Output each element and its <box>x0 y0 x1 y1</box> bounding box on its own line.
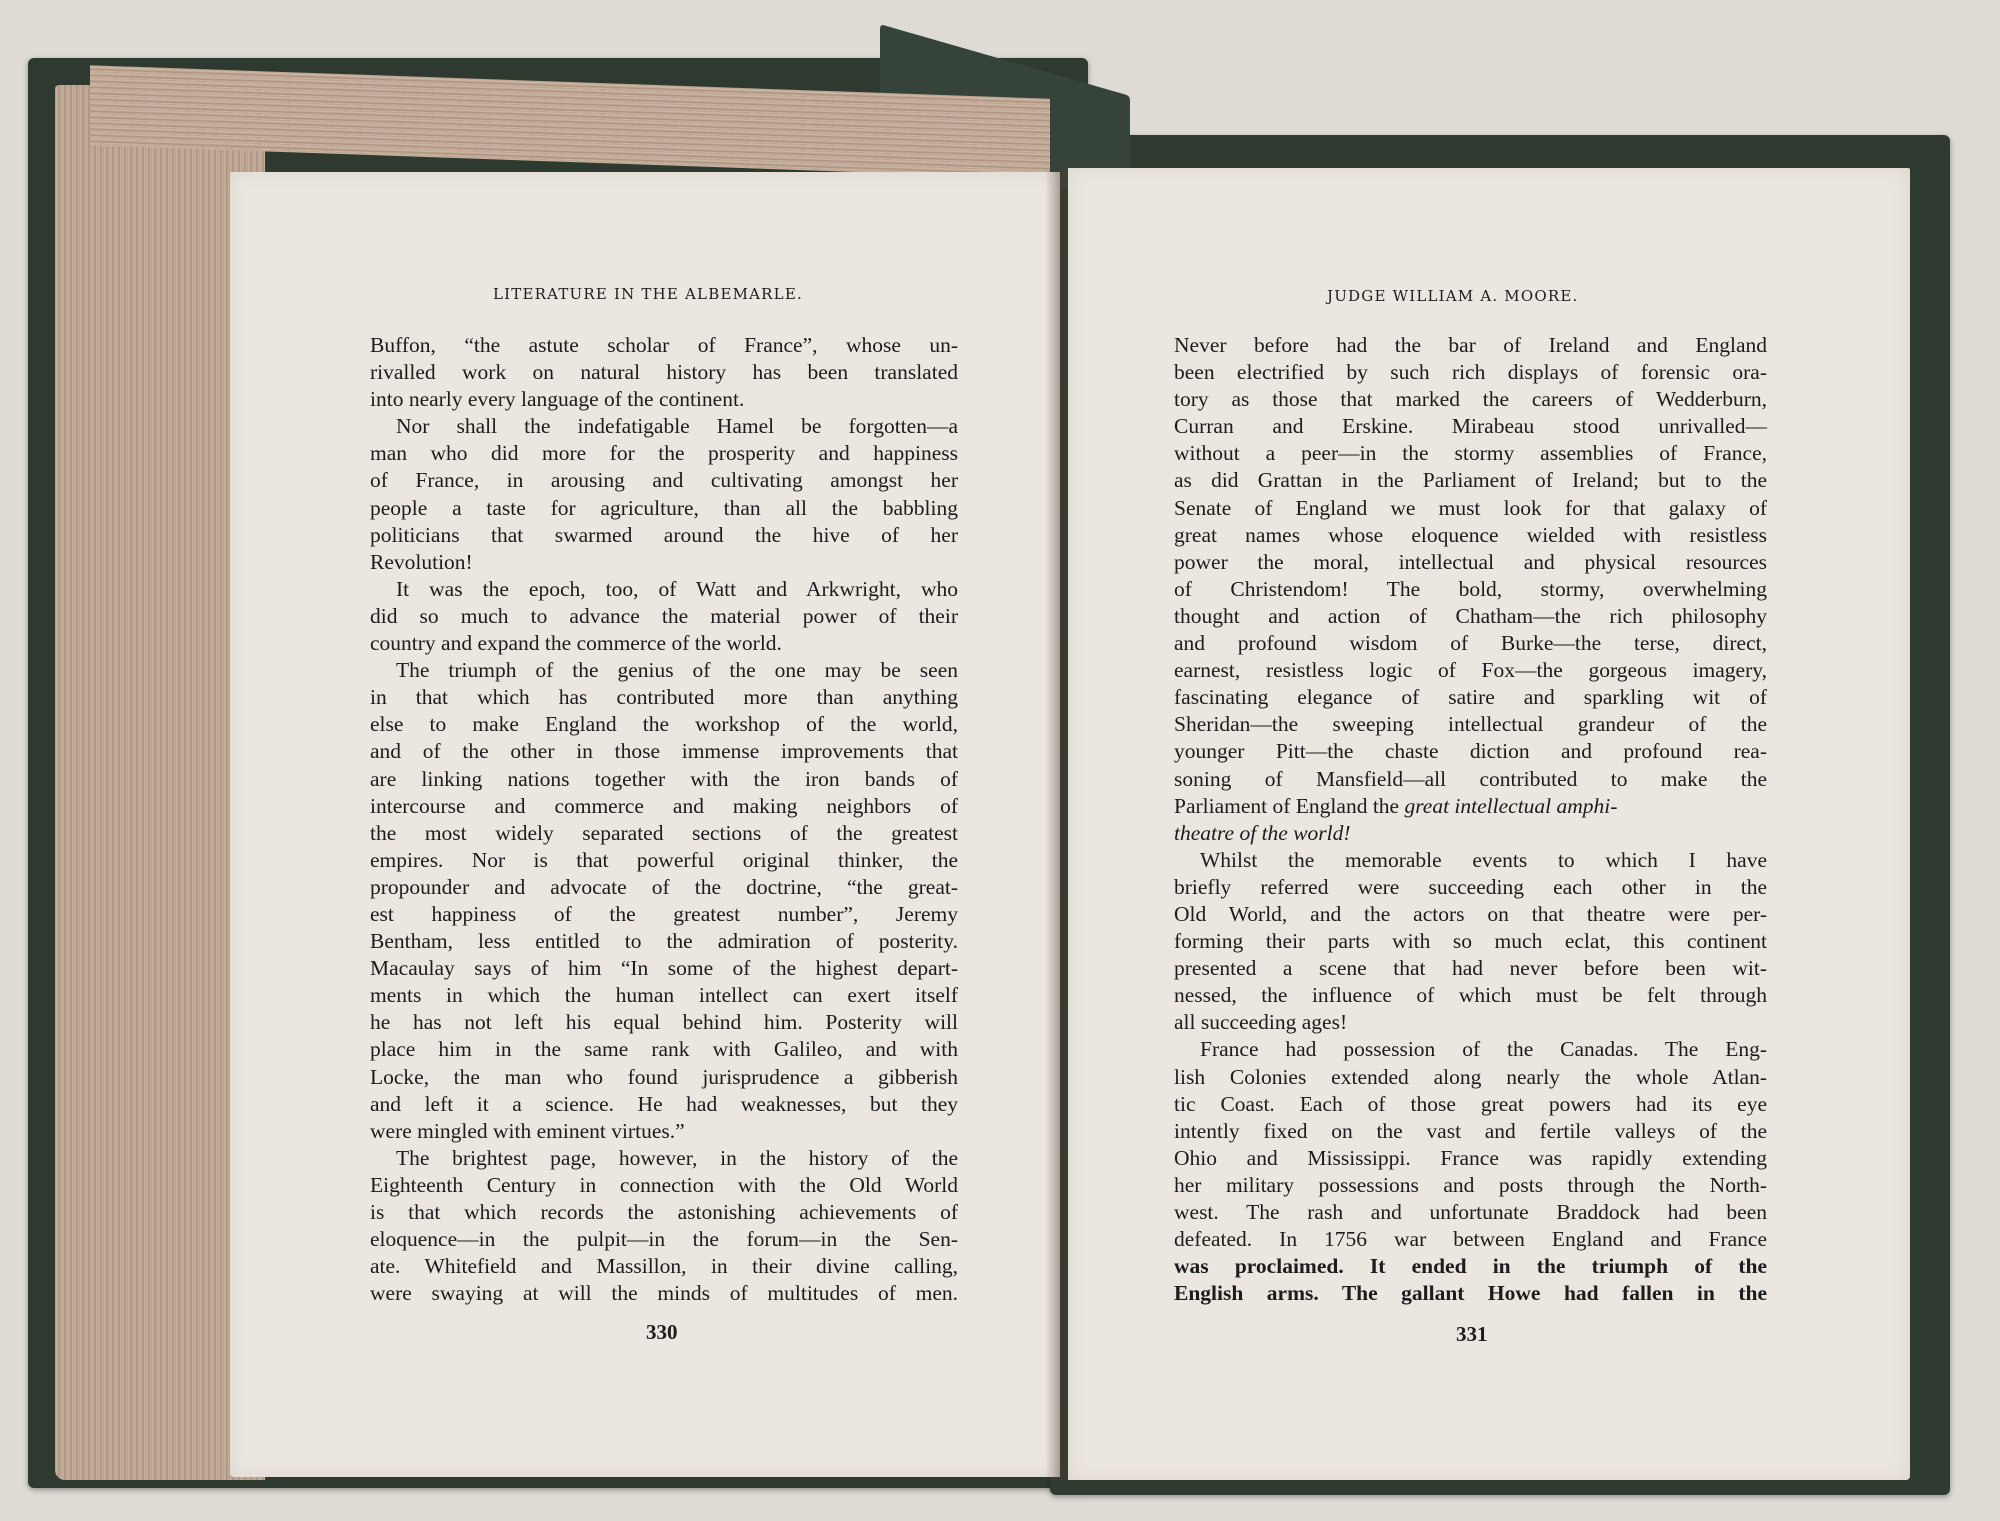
text-line: It was the epoch, too, of Watt and Arkwright, who <box>396 576 958 601</box>
left-page-number: 330 <box>646 1320 678 1344</box>
text-line: fascinating elegance of satire and sparkling wit of <box>1174 685 1767 710</box>
text-line: presented a scene that had never before been wit- <box>1174 956 1767 981</box>
text-line: intercourse and commerce and making neighbors of <box>370 793 958 818</box>
text-line: Senate of England we must look for that galaxy of <box>1174 495 1767 520</box>
text-line: of France, in arousing and cultivating amongst her <box>370 468 958 493</box>
text-line-lead: Parliament of England the <box>1174 793 1405 818</box>
text-line: Ohio and Mississippi. France was rapidly extending <box>1174 1145 1767 1170</box>
text-line: propounder and advocate of the doctrine, “the great- <box>370 874 958 899</box>
text-line: country and expand the commerce of the world. <box>370 631 782 656</box>
text-line: Revolution! <box>370 549 473 574</box>
text-line <box>1174 793 1767 820</box>
text-line: into nearly every language of the continent. <box>370 387 745 412</box>
text-line: briefly referred were succeeding each other in the <box>1174 874 1767 899</box>
text-line: her military possessions and posts through the North- <box>1174 1172 1767 1197</box>
text-line: rivalled work on natural history has been translated <box>370 360 958 385</box>
text-line: did so much to advance the material power of their <box>370 603 958 628</box>
text-line: ate. Whitefield and Massillon, in their divine calling, <box>370 1254 958 1279</box>
text-line: and left it a science. He had weaknesses, but they <box>370 1091 958 1116</box>
text-line: empires. Nor is that powerful original thinker, the <box>370 847 958 872</box>
text-line: all succeeding ages! <box>1174 1010 1348 1035</box>
text-line: and profound wisdom of Burke—the terse, direct, <box>1174 631 1767 656</box>
right-page-text <box>1174 332 1767 1307</box>
text-line: Never before had the bar of Ireland and England <box>1174 333 1767 357</box>
text-line: Buffon, “the astute scholar of France”, whose un- <box>370 333 958 357</box>
text-line: soning of Mansfield—all contributed to make the <box>1174 766 1767 791</box>
text-line: earnest, resistless logic of Fox—the gorgeous imagery, <box>1174 658 1767 683</box>
text-line: of Christendom! The bold, stormy, overwhelming <box>1174 576 1767 601</box>
text-line: forming their parts with so much eclat, this continent <box>1174 929 1767 954</box>
text-line: younger Pitt—the chaste diction and profound rea- <box>1174 739 1767 764</box>
text-line: was proclaimed. It ended in the triumph of the <box>1174 1254 1767 1279</box>
text-line: Whilst the memorable events to which I have <box>1200 847 1767 872</box>
text-line: politicians that swarmed around the hive of her <box>370 522 958 547</box>
text-line: The triumph of the genius of the one may be seen <box>396 658 958 683</box>
text-line: as did Grattan in the Parliament of Ireland; but to the <box>1174 468 1767 493</box>
text-line: ments in which the human intellect can exert itself <box>370 983 958 1008</box>
text-line: defeated. In 1756 war between England and France <box>1174 1227 1767 1252</box>
left-page-text <box>370 332 958 1307</box>
text-line: Sheridan—the sweeping intellectual grandeur of the <box>1174 712 1767 737</box>
text-line: intently fixed on the vast and fertile valleys of the <box>1174 1118 1767 1143</box>
text-line: The brightest page, however, in the history of the <box>396 1145 958 1170</box>
italic-phrase: great intellectual amphi- <box>1404 793 1618 818</box>
text-line: tic Coast. Each of those great powers had its eye <box>1174 1091 1767 1116</box>
text-line: Locke, the man who found jurisprudence a gibberish <box>370 1064 958 1089</box>
text-line: France had possession of the Canadas. The Eng- <box>1200 1037 1767 1062</box>
text-line: lish Colonies extended along nearly the whole Atlan- <box>1174 1064 1767 1089</box>
right-running-head: JUDGE WILLIAM A. MOORE. <box>1327 287 1579 305</box>
text-line: nessed, the influence of which must be felt through <box>1174 983 1767 1008</box>
text-line: he has not left his equal behind him. Posterity will <box>370 1010 958 1035</box>
text-line: Macaulay says of him “In some of the highest depart- <box>370 956 958 981</box>
text-line: power the moral, intellectual and physical resources <box>1174 549 1767 574</box>
text-line: man who did more for the prosperity and happiness <box>370 441 958 466</box>
text-line: were mingled with eminent virtues.” <box>370 1118 685 1143</box>
text-line: without a peer—in the stormy assemblies of France, <box>1174 441 1767 466</box>
text-line: were swaying at will the minds of multitudes of men. <box>370 1281 958 1306</box>
text-line: place him in the same rank with Galileo, and with <box>370 1037 958 1062</box>
text-line: Nor shall the indefatigable Hamel be forgotten—a <box>396 414 958 439</box>
text-line: English arms. The gallant Howe had fallen in the <box>1174 1281 1767 1306</box>
text-line: Bentham, less entitled to the admiration of posterity. <box>370 929 958 954</box>
text-line: theatre of the world! <box>1174 820 1351 845</box>
text-line: are linking nations together with the iron bands of <box>370 766 958 791</box>
text-line: is that which records the astonishing achievements of <box>370 1200 958 1224</box>
text-line: people a taste for agriculture, than all the babbling <box>370 495 958 520</box>
text-line: the most widely separated sections of the greatest <box>370 820 958 845</box>
text-line: Eighteenth Century in connection with the Old World <box>370 1172 958 1197</box>
text-line: tory as those that marked the careers of Wedderburn, <box>1174 387 1767 412</box>
right-page-number: 331 <box>1456 1322 1488 1346</box>
text-line: been electrified by such rich displays of forensic ora- <box>1174 360 1767 385</box>
text-line: west. The rash and unfortunate Braddock had been <box>1174 1200 1767 1224</box>
left-running-head: LITERATURE IN THE ALBEMARLE. <box>493 285 803 303</box>
text-line: eloquence—in the pulpit—in the forum—in the Sen- <box>370 1227 958 1252</box>
text-line: else to make England the workshop of the world, <box>370 712 958 737</box>
text-line: in that which has contributed more than anything <box>370 685 958 710</box>
text-line: Old World, and the actors on that theatre were per- <box>1174 901 1767 926</box>
text-line: Curran and Erskine. Mirabeau stood unrivalled— <box>1174 414 1767 439</box>
text-line: and of the other in those immense improvements that <box>370 739 958 764</box>
text-line: est happiness of the greatest number”, Jeremy <box>370 901 958 926</box>
text-line: thought and action of Chatham—the rich philosophy <box>1174 603 1767 628</box>
text-line: great names whose eloquence wielded with resistless <box>1174 522 1767 547</box>
